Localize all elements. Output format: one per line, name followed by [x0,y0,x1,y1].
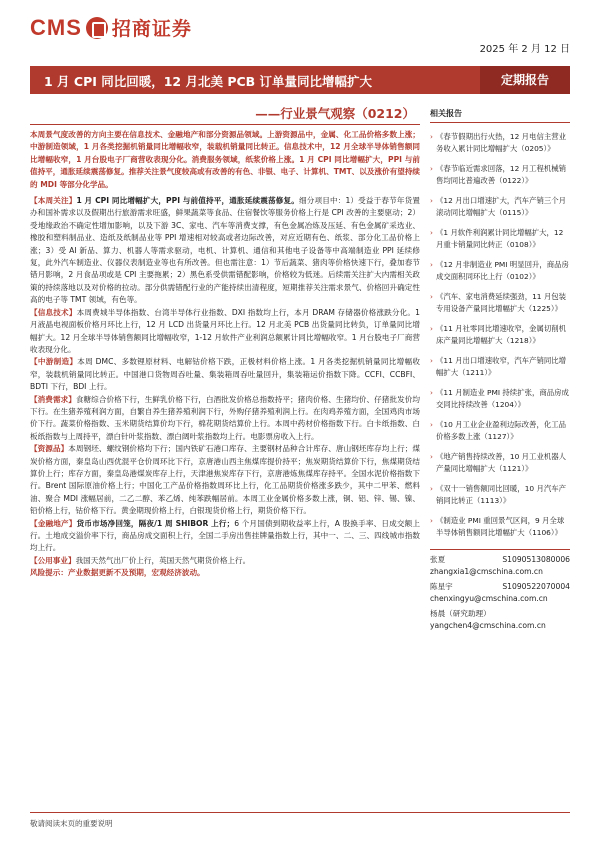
report-type-tag: 定期报告 [480,66,570,94]
section-paragraph [30,555,420,567]
section-heading: 【资源品】 [30,444,69,454]
section-heading: 【信息技术】 [30,307,77,317]
bullet-arrow-icon: › [430,388,433,397]
section-paragraph [30,518,420,555]
analyst-name: 张夏 [430,555,446,564]
related-report-title: 《1 月软件利润累计同比增幅扩大，12 月重卡销量同比转正（0108）》 [436,228,564,249]
related-report-link[interactable] [430,291,570,315]
related-report-title: 《春节假期出行火热，12 月电信主营业务收入累计同比增幅扩大（0205）》 [436,132,567,153]
related-report-title: 《汽车、家电消费延续强劲，11 月包装专用设备产量同比增幅扩大（1225）》 [436,292,567,313]
section-list [30,195,420,567]
related-report-title: 《双十一销售额同比回暖，10 月汽车产销同比转正（1113）》 [436,484,567,505]
section-paragraph [30,443,420,517]
bullet-arrow-icon: › [430,324,433,333]
related-report-title: 《11 月社零同比增速收窄，金属切削机床产量同比增幅扩大（1218）》 [436,324,567,345]
bullet-arrow-icon: › [430,452,433,461]
section-heading: 【本周关注】 [30,196,77,206]
related-report-link[interactable] [430,259,570,283]
bullet-arrow-icon: › [430,292,433,301]
related-report-title: 《12 月出口增速扩大，汽车产销三个月滚动同比增幅扩大（0115）》 [436,196,567,217]
related-report-link[interactable] [430,355,570,379]
section-text: 6 个月国债到期收益率上行，A 股换手率、日成交额上行。土地成交溢价率下行，商品房成交面积上行，全国二手房出售挂牌量指数上行，其中一、二、三、四线城市指数均上行。 [30,518,420,553]
section-text: 本周钢坯、螺纹钢价格均下行；国内铁矿石港口库存、主要钢材品种合计库存、唐山钢坯库存均上行；煤炭价格方面，秦皇岛山西优混平仓价周环比下行，京唐港山西主焦煤库提价持平；焦炭期货结算价下行，焦煤期货结算价上行；库存方面，秦皇岛港煤炭库存上行，天津港焦炭库存下行，京唐港炼焦煤库存持平。全国水泥价格指数下行。Brent 国际原油价格上行；中国化工产品价格指数周环比上行，化工品期货价格涨多跌少，其中二甲苯、燃料油、聚合 MDI 涨幅居前，二乙二醇、苯乙烯、纯苯跌幅居前。本周工业金属价格多数上涨，铜、铝、锌、锡、镍、铅价格上行，钴价格下行。黄金期现价格上行，白银现货价格上行，期货价格下行。 [30,444,421,516]
bullet-arrow-icon: › [430,132,433,141]
bullet-arrow-icon: › [430,260,433,269]
section-heading: 【中游制造】 [30,357,78,367]
logo-emblem-icon [86,17,108,39]
sidebar [430,108,570,636]
bullet-arrow-icon: › [430,196,433,205]
section-text: 本周 DMC、多数锂原材料、电解钴价格下跌，正极材料价格上涨。1 月各类挖掘机销量同比增幅收窄，装载机销量同比转正。中国港口货物周吞吐量、集装箱周吞吐量回升，集装箱运价指数下降。CCFI、CCBFI、BDTI 下行，BDI 上行。 [30,357,421,392]
risk-note: 风险提示：产业数据更新不及预期，宏观经济波动。 [30,568,205,578]
section-paragraph [30,394,420,444]
section-paragraph [30,356,420,393]
related-report-link[interactable] [430,419,570,443]
title-bar [30,66,570,94]
analyst-email[interactable]: yangchen4@cmschina.com.cn [430,620,546,630]
section-text: 细分项目中：1）受益于春节年货置办和国补需求以及假期出行旅游需求旺盛，鲜果蔬菜等食品、住宿餐饮等服务价格上行是 CPI 改善的主要驱动；2）受地缘政治不确定性增加影响，以及下游 3C、家电、汽车等消费支撑，有色金属冶炼及压延、有色金属矿采选业、橡胶和塑料制品业、造纸及纸制品业等 PPI 增速相对较高或者边际改善，对应近期有色、纸浆、部分化工品价格上涨；3）受 AI 新品、算力、机器人等需求驱动，电机、计算机、通信和其他电子设备等中高端制造业 PPI 延续修复，此外汽车制造业、仪器仪表制造业等也有所改善。但也需注意：1）节后蔬菜、猪肉等价格快速下行，叠加春节错月影响，2 月食品项或是 CPI 主要拖累；2）黑色系受供需错配影响，价格较为低迷。后续需关注扩大内需相关政策的持续落地以及对价格的拉动。部分供需错配行业的产能持续出清程度，短期推荐关注需求景气、价格回升确定性高的电子等 TMT 领域，有色等。 [30,196,420,305]
footer-disclaimer: 敬请阅读末页的重要说明 [30,819,113,828]
related-report-link[interactable] [430,451,570,475]
related-report-link[interactable] [430,195,570,219]
related-report-title: 《10 月工业企业盈利边际改善，化工品价格多数上涨（1127）》 [436,420,567,441]
logo-text-cn: 招商证券 [111,18,192,40]
bullet-arrow-icon: › [430,420,433,429]
related-report-link[interactable] [430,227,570,251]
related-reports-title: 相关报告 [430,108,570,123]
related-report-title: 《地产销售持续改善，10 月工业机器人产量同比增幅扩大（1121）》 [436,452,567,473]
section-text: 食糖综合价格下行，生鲜乳价格下行，白酒批发价格总指数持平；猪肉价格、生猪均价、仔猪批发价均下行。在生猪养殖利润方面，自繁自养生猪养殖利润下行，外购仔猪养殖利润上行。在肉鸡养殖方面，全国鸡肉市场价下行。蔬菜价格指数、玉米期货结算价均下行，棉花期货结算价上行。本周中药材价格指数下行。白卡纸指数、白板纸指数与上周持平，漂白针叶浆指数、漂白阔叶浆指数均上行。电影票房收入上行。 [30,394,420,441]
section-heading: 【消费需求】 [30,394,76,404]
section-heading: 【金融地产】 [30,518,77,528]
related-report-title: 《制造业 PMI 重回景气区间，9 月全球半导体销售额同比增幅扩大（1106）》 [436,516,565,537]
main-content [30,128,420,584]
analyst-name: 陈星宇 [430,582,453,592]
footer-divider [30,812,570,813]
analyst-license-id: S1090513080006 [502,555,570,564]
bullet-arrow-icon: › [430,164,433,173]
section-highlight: 货币市场净回笼，隔夜/1 周 SHIBOR 上行； [76,518,235,528]
analyst-license-id: S1090522070004 [502,582,570,592]
page-header [30,14,570,54]
analyst-email[interactable]: zhangxia1@cmschina.com.cn [430,566,543,576]
analyst-name: 杨晨（研究助理） [430,609,491,619]
analyst-row [430,581,570,593]
related-reports-list [430,131,570,539]
related-report-link[interactable] [430,515,570,539]
section-paragraph [30,195,420,307]
divider [30,124,420,125]
section-heading: 【公用事业】 [30,555,76,565]
related-report-link[interactable] [430,483,570,507]
bullet-arrow-icon: › [430,228,433,237]
section-text: 我国天然气出厂价上行，英国天然气期货价格上行。 [75,555,251,565]
bullet-arrow-icon: › [430,356,433,365]
related-report-link[interactable] [430,387,570,411]
logo-text-en: CMS [30,14,82,40]
report-subtitle: ——行业景气观察（0212） [255,106,415,121]
related-report-link[interactable] [430,131,570,155]
section-highlight: 1 月 CPI 同比增幅扩大，PPI 与前值持平，通胀延续震荡修复。 [76,196,299,206]
analyst-row [430,608,570,620]
related-report-link[interactable] [430,163,570,187]
company-logo [30,14,192,41]
report-title: 1 月 CPI 同比回暖，12 月北美 PCB 订单量同比增幅扩大 [44,74,373,89]
related-report-title: 《11 月出口增速收窄，汽车产销同比增幅扩大（1211）》 [436,356,567,377]
related-report-link[interactable] [430,323,570,347]
bullet-arrow-icon: › [430,516,433,525]
section-text: 本周费城半导体指数、台湾半导体行业指数、DXI 指数均上行，本月 DRAM 存储器价格涨跌分化。1 月液晶电视面板价格月环比上行，12 月 LCD 出货量月环比上行。12 月北美 PCB 出货量同比转负，订单量同比增幅扩大。12 月全球半导体销售额同比增幅收窄，1-12 月软件产业利润总额累计同比增幅收窄。1 月台股电子厂商营收表现分化。 [30,307,420,354]
related-report-title: 《11 月制造业 PMI 持续扩张，商品房成交同比持续改善（1204）》 [436,388,569,409]
analyst-list [430,549,570,632]
related-report-title: 《春节临近需求回落，12 月工程机械销售均同比普遍改善（0122）》 [436,164,567,185]
summary-paragraph: 本周景气度改善的方向主要在信息技术、金融地产和部分资源品领域。上游资源品中，金属、化工品价格多数上涨；中游制造领域，1 月各类挖掘机销量同比增幅收窄，装载机销量同比转正。信息技术中，12 月全球半导体销售额同比增幅收窄，1 月台股电子厂商营收表现分化。消费服务领域，纸浆价格上涨。1 月 CPI 同比增幅扩大，PPI 与前值持平，通胀延续震荡修复。推荐关注景气度较高或有改善的有色、非银、电子、计算机、TMT、以及涨价有望持续的 MDI 等部分化学品。 [30,130,421,189]
related-report-title: 《12 月非制造业 PMI 明显回升，商品房成交面积同环比上行（0102）》 [436,260,569,281]
report-date: 2025 年 2 月 12 日 [479,44,570,55]
analyst-email[interactable]: chenxingyu@cmschina.com.cn [430,593,548,603]
bullet-arrow-icon: › [430,484,433,493]
section-paragraph [30,307,420,357]
analyst-row [430,554,570,566]
